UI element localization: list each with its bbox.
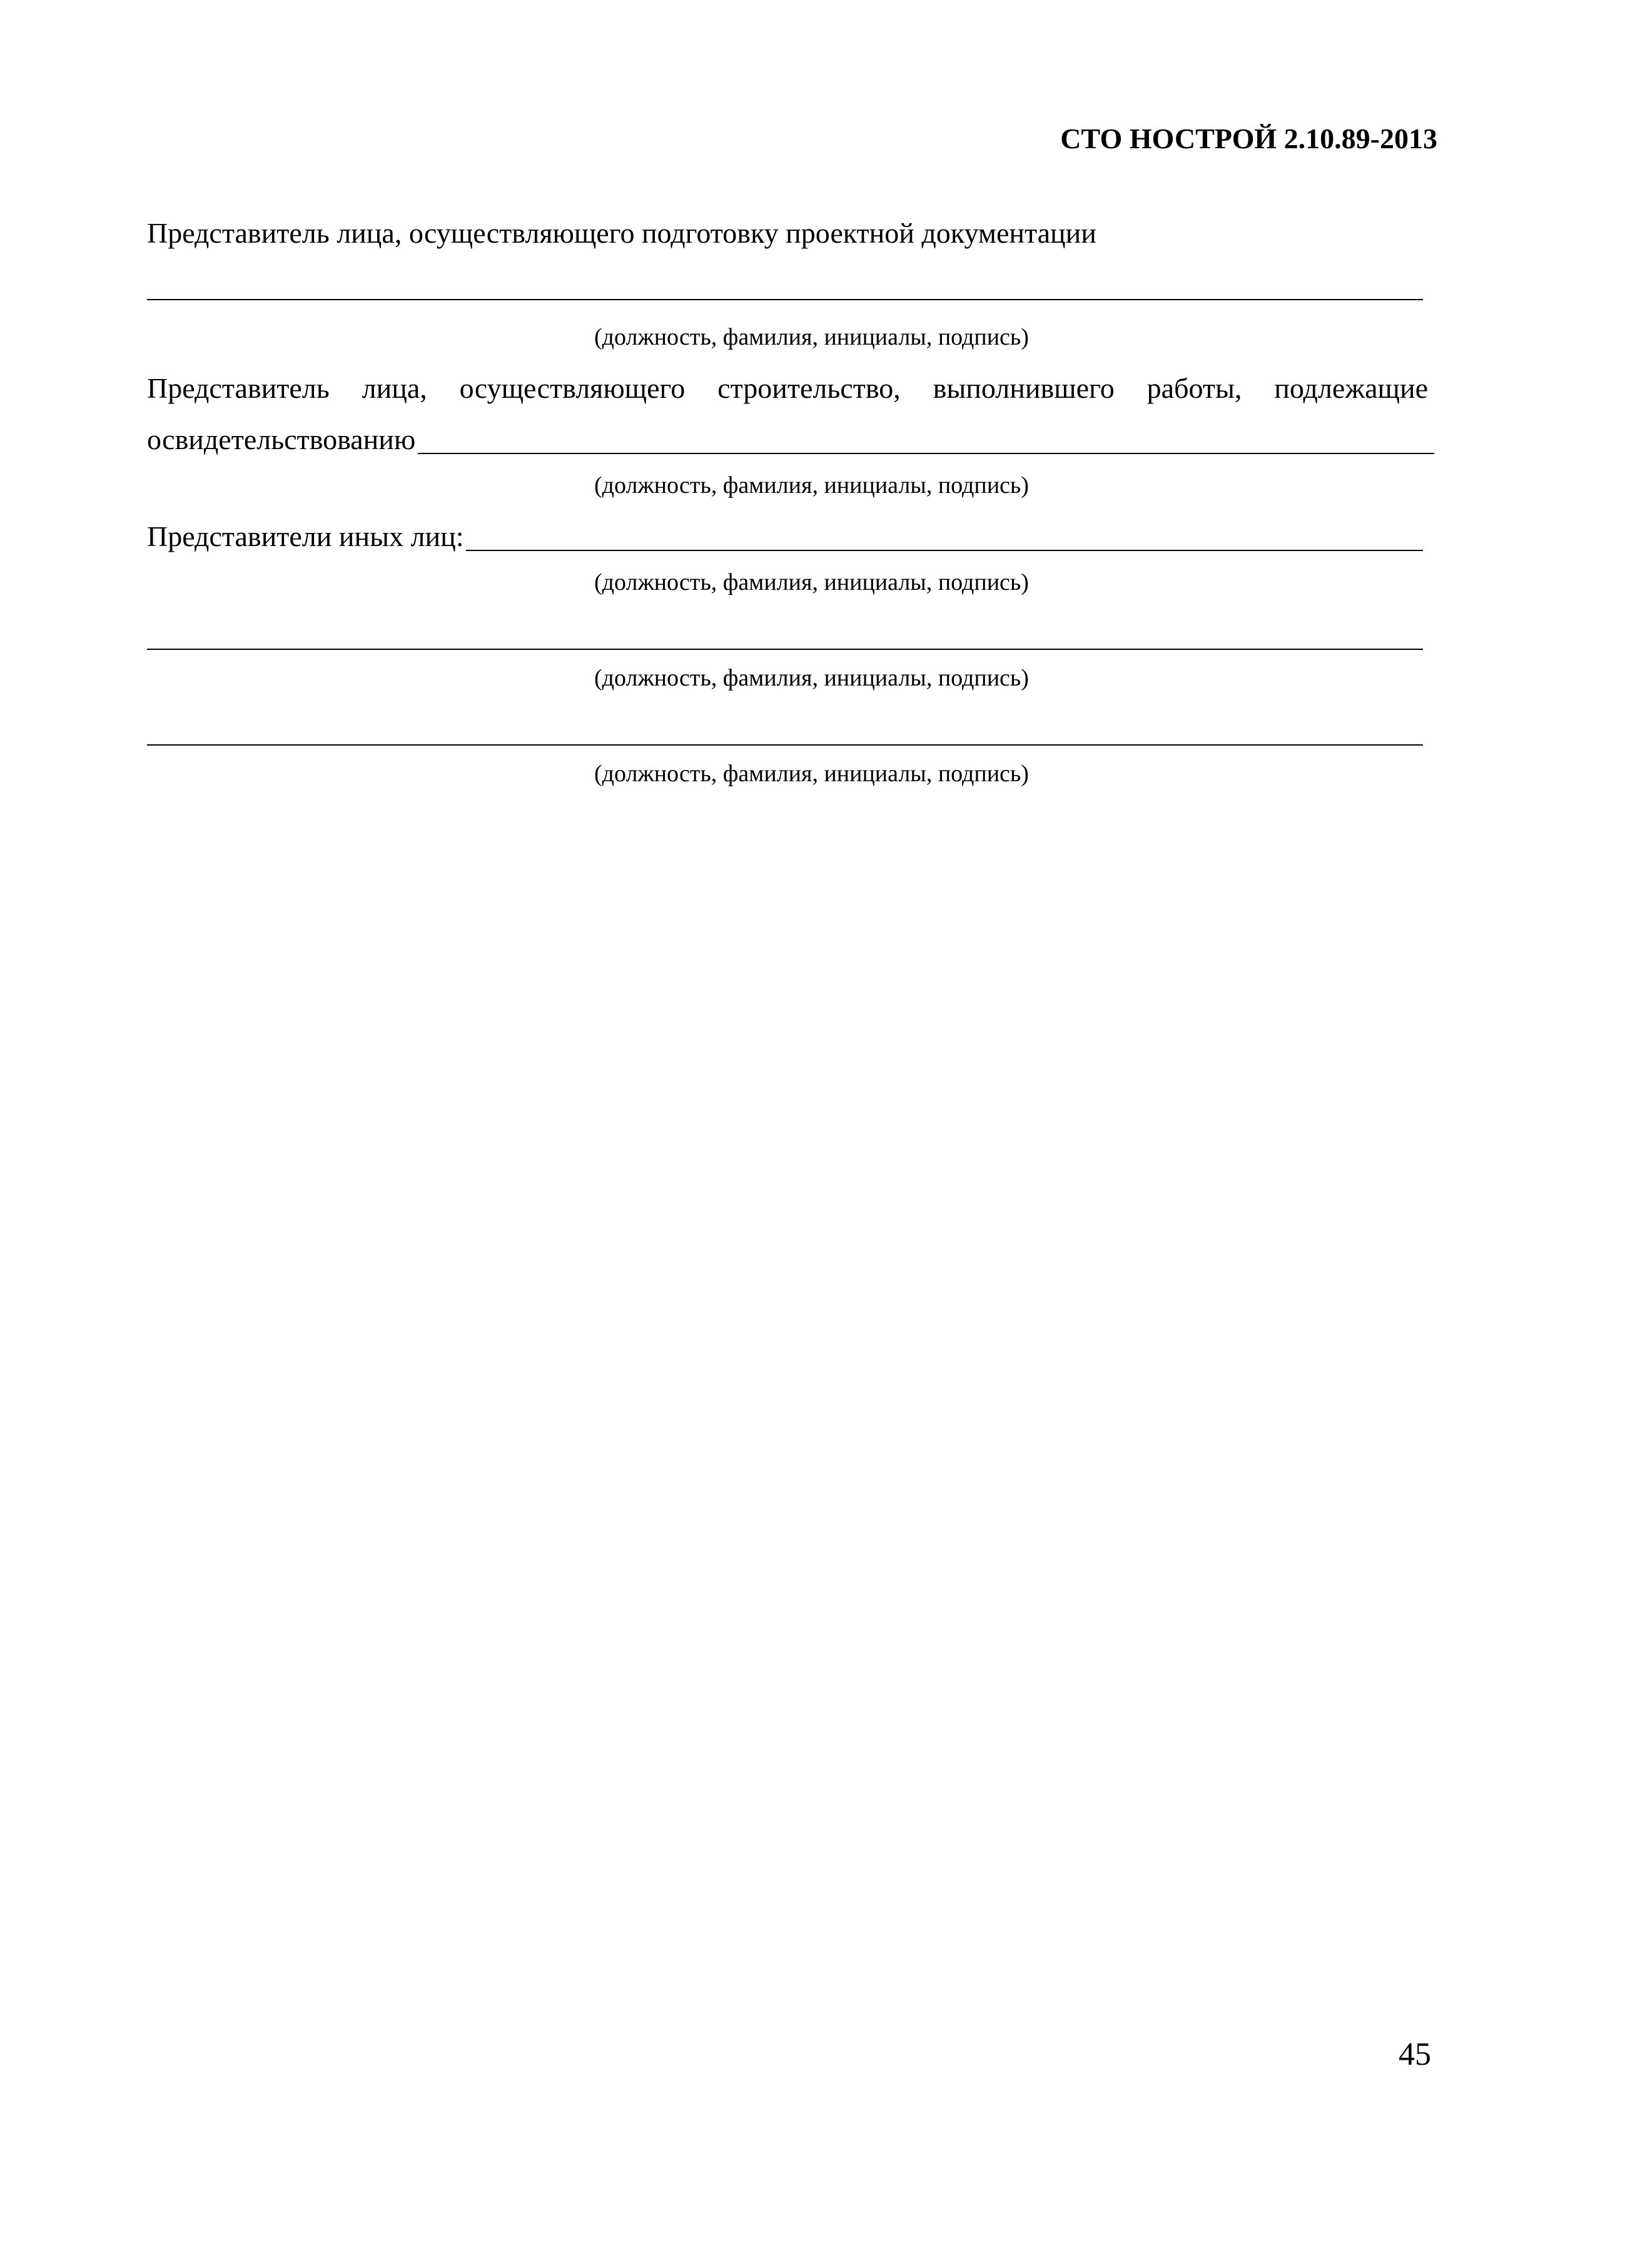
other-reps-caption-3: (должность, фамилия, инициалы, подпись) — [594, 761, 1029, 787]
design-rep-caption: (должность, фамилия, инициалы, подпись) — [594, 324, 1029, 350]
other-reps-label: Представители иных лиц: — [147, 520, 464, 552]
builder-rep-row — [147, 425, 1434, 454]
page-number: 45 — [1399, 2037, 1431, 2072]
other-reps-caption-2: (должность, фамилия, инициалы, подпись) — [594, 665, 1029, 691]
other-reps-caption-1: (должность, фамилия, инициалы, подпись) — [594, 569, 1029, 595]
builder-rep-label-line2: освидетельствованию — [147, 423, 416, 455]
other-reps-signature-line-1 — [466, 527, 1423, 551]
design-rep-signature-line — [147, 299, 1423, 300]
other-reps-signature-line-3 — [147, 744, 1423, 746]
builder-rep-label-line1: Представитель лица, осуществляющего строительство, выполнившего работы, подлежащие — [147, 372, 1428, 404]
document-code-header: СТО НОСТРОЙ 2.10.89-2013 — [1060, 123, 1437, 154]
other-reps-row — [147, 522, 1423, 551]
builder-rep-signature-line — [418, 430, 1434, 454]
other-reps-signature-line-2 — [147, 649, 1423, 650]
builder-rep-caption: (должность, фамилия, инициалы, подпись) — [594, 472, 1029, 499]
design-rep-label: Представитель лица, осуществляющего подготовку проектной документации — [147, 217, 1096, 249]
